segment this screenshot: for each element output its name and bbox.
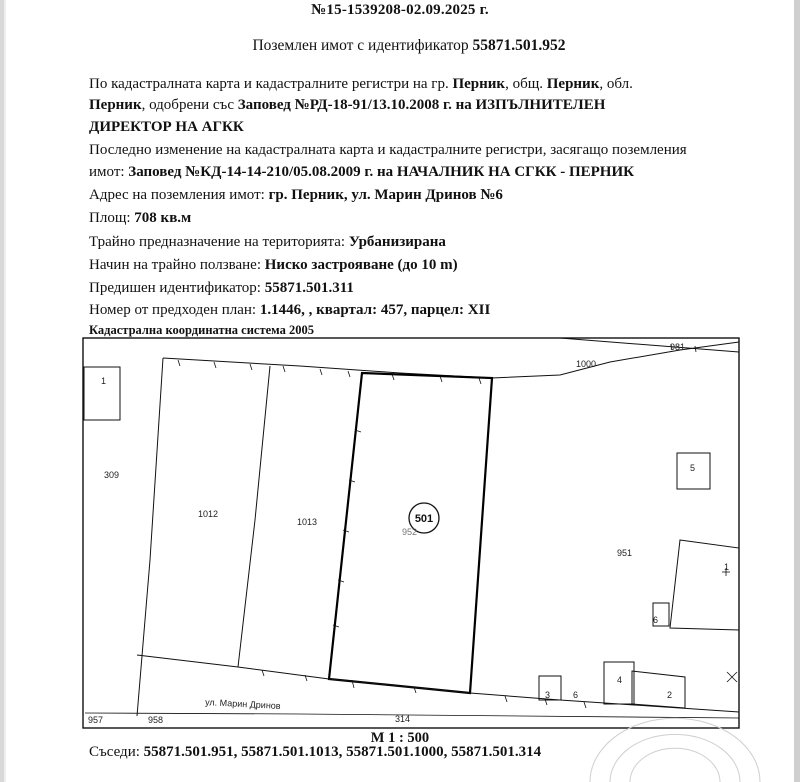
last-change-order: Заповед №КД-14-14-210/05.08.2009 г. на НАЧАЛНИК НА СГКК - ПЕРНИК (128, 164, 634, 180)
approval-order: Заповед №РД-18-91/13.10.2008 г. на ИЗПЪЛНИТЕЛЕН (237, 97, 606, 113)
label-building-3: 3 (545, 690, 551, 700)
property-identifier: 55871.501.952 (472, 37, 566, 54)
north-boundary (163, 342, 739, 378)
neighbors-line (89, 744, 541, 761)
label-1013: 1013 (297, 517, 318, 527)
previous-id-label: Предишен идентификатор: (89, 280, 265, 296)
street-south-edge (85, 713, 739, 718)
building-1-right (670, 540, 739, 630)
certificate-number: №15-1539208-02.09.2025 г. (311, 2, 489, 18)
area-value: 708 кв.м (134, 210, 192, 226)
intro-text-1: По кадастралната карта и кадастралните регистри на гр. (89, 76, 453, 92)
address-label: Адрес на поземления имот: (89, 187, 269, 203)
neighbors-value: 55871.501.951, 55871.501.1013, 55871.501.1000, 55871.501.314 (143, 744, 542, 760)
label-building-2: 2 (667, 690, 673, 700)
building-2 (632, 671, 685, 708)
intro-text-2: , общ. (505, 76, 547, 92)
label-building-4: 4 (617, 675, 623, 685)
label-building-1: 1 (724, 562, 730, 572)
previous-id-value: 55871.501.311 (264, 280, 354, 296)
parcel-1-outline (84, 367, 120, 420)
label-958: 958 (148, 715, 164, 725)
parcel-309-boundary (137, 358, 163, 716)
label-1012: 1012 (198, 509, 219, 519)
address-value: гр. Перник, ул. Марин Дринов №6 (268, 187, 503, 203)
label-building-5: 5 (690, 463, 696, 473)
boundary-ticks (178, 344, 737, 708)
label-957: 957 (88, 715, 104, 725)
intro-text-3: , обл. (599, 76, 633, 92)
label-309: 309 (104, 470, 120, 480)
boundary-1012-1013 (238, 366, 270, 667)
street-name-label: ул. Марин Дринов (204, 697, 281, 711)
last-change-prefix: имот: (89, 164, 129, 180)
label-981: 981 (670, 342, 686, 352)
parcel-badge-number: 501 (414, 513, 434, 525)
approval-order-cont: ДИРЕКТОР НА АГКК (89, 119, 244, 135)
usage-label: Начин на трайно ползване: (89, 257, 265, 273)
previous-plan-value: 1.1446, , квартал: 457, парцел: XII (259, 302, 491, 318)
previous-plan-label: Номер от предходен план: (89, 302, 260, 318)
map-scale: М 1 : 500 (370, 730, 430, 746)
label-1000: 1000 (576, 359, 597, 369)
region: Перник (89, 97, 142, 113)
label-952: 952 (402, 527, 418, 537)
label-parcel-1: 1 (101, 376, 107, 386)
title-prefix: Поземлен имот с идентификатор (252, 37, 473, 54)
purpose-value: Урбанизирана (348, 234, 446, 250)
area-label: Площ: (89, 210, 135, 226)
city: Перник (452, 76, 506, 92)
parcel-981-boundary (560, 338, 739, 352)
coordinate-system-label: Кадастрална координатна система 2005 (89, 323, 314, 337)
label-parcel-6: 6 (573, 690, 579, 700)
label-building-6: 6 (653, 615, 659, 625)
neighbors-label: Съседи: (89, 744, 144, 760)
purpose-label: Трайно предназначение на територията: (89, 234, 349, 250)
intro-text-4: , одобрени със (141, 97, 238, 113)
usage-value: Ниско застрояване (до 10 m) (264, 257, 458, 273)
last-change-line: Последно изменение на кадастралната карта и кадастралните регистри, засягащо поземления (89, 142, 687, 158)
municipality: Перник (546, 76, 600, 92)
label-314: 314 (395, 714, 411, 724)
label-951: 951 (617, 548, 633, 558)
